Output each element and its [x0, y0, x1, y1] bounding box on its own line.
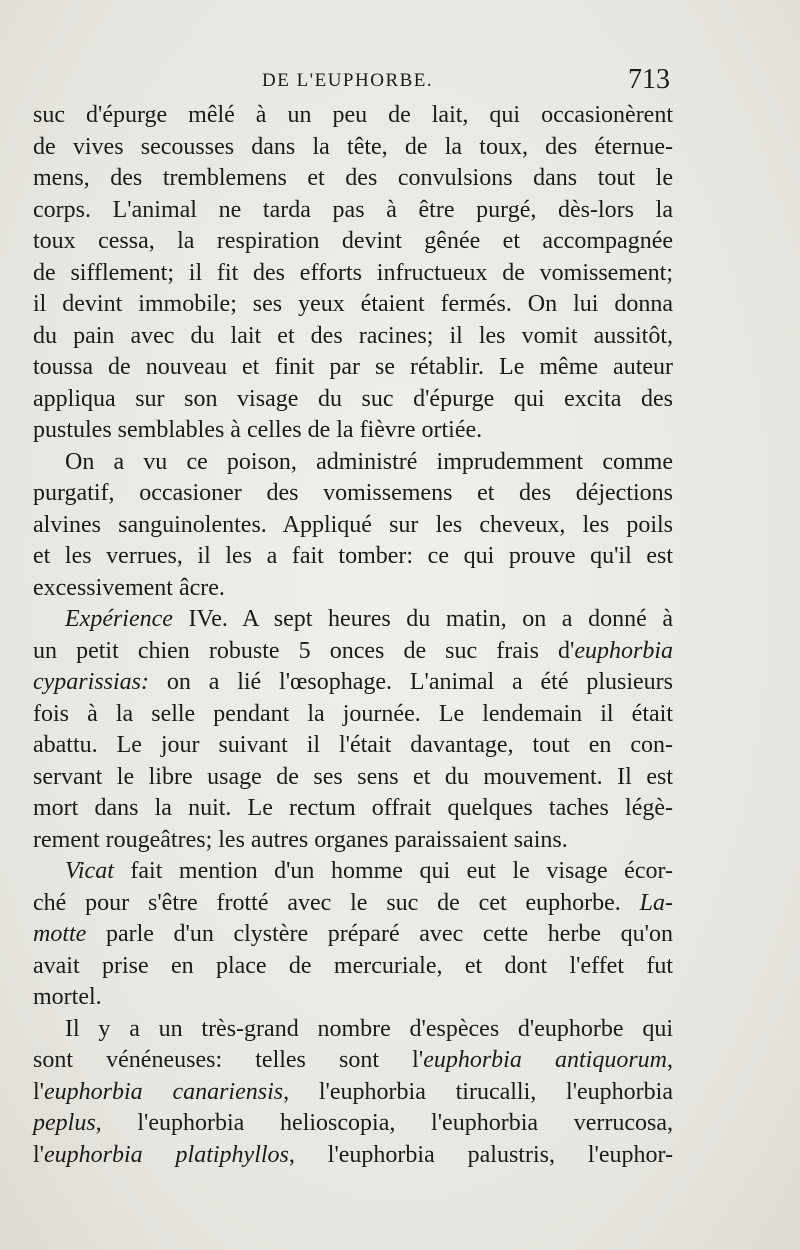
text-line: toux cessa, la respiration devint gênée et accompagnée	[33, 228, 673, 254]
text-line: l'euphorbia platiphyllos, l'euphorbia palustris, l'euphor-	[33, 1141, 673, 1168]
text-line: avait prise en place de mercuriale, et dont l'effet fut	[33, 952, 673, 979]
text-line: de vives secousses dans la tête, de la toux, des éternue-	[33, 133, 673, 160]
page-number: 713	[628, 64, 670, 95]
text-line: mortel.	[33, 984, 102, 1010]
text-line: un petit chien robuste 5 onces de suc frais d'euphorbia	[33, 637, 673, 664]
text-line: cyparissias: on a lié l'œsophage. L'animal a été plusieurs	[33, 669, 673, 695]
text-line: excessivement âcre.	[33, 574, 225, 601]
italic-term: motte	[33, 921, 87, 947]
text-line: l'euphorbia canariensis, l'euphorbia tirucalli, l'euphorbia	[33, 1078, 673, 1105]
running-head: DE L'EUPHORBE.	[262, 70, 434, 91]
text-line: rement rougeâtres; les autres organes paraissaient sains.	[33, 826, 568, 853]
italic-term: peplus	[33, 1110, 96, 1136]
text-line: servant le libre usage de ses sens et du mouvement. Il est	[33, 763, 673, 790]
text-line: du pain avec du lait et des racines; il les vomit aussitôt,	[33, 322, 673, 349]
italic-term: euphorbia antiquorum	[423, 1047, 667, 1073]
text-line: suc d'épurge mêlé à un peu de lait, qui occasionèrent	[33, 102, 673, 128]
text-line: Expérience IVe. A sept heures du matin, on a donné à	[65, 606, 673, 632]
italic-term: euphorbia platiphyllos	[44, 1141, 289, 1168]
italic-term: Vicat	[65, 858, 114, 884]
text-line: toussa de nouveau et finit par se rétablir. Le même auteur	[33, 354, 673, 380]
text-line: et les verrues, il les a fait tomber: ce qui prouve qu'il est	[33, 543, 673, 569]
text-line: mort dans la nuit. Le rectum offrait quelques taches légè-	[33, 795, 673, 821]
text-line: appliqua sur son visage du suc d'épurge qui excita des	[33, 385, 673, 412]
italic-term: euphorbia	[574, 637, 673, 664]
italic-term: Expérience	[65, 606, 173, 632]
text-line: Vicat fait mention d'un homme qui eut le visage écor-	[65, 858, 673, 884]
italic-term: euphorbia canariensis	[44, 1078, 284, 1105]
text-line: Il y a un très-grand nombre d'espèces d'euphorbe qui	[65, 1015, 673, 1042]
text-line: ché pour s'être frotté avec le suc de cet euphorbe. La-	[33, 889, 673, 916]
text-line: purgatif, occasioner des vomissemens et des déjections	[33, 480, 673, 506]
text-line: abattu. Le jour suivant il l'était davantage, tout en con-	[33, 732, 673, 758]
text-line: sont vénéneuses: telles sont l'euphorbia antiquorum,	[33, 1047, 673, 1073]
text-line: corps. L'animal ne tarda pas à être purgé, dès-lors la	[33, 196, 673, 223]
text-line: de sifflement; il fit des efforts infructueux de vomissement;	[33, 259, 673, 286]
italic-term: La-	[639, 889, 673, 916]
text-line: pustules semblables à celles de la fièvre ortiée.	[33, 417, 483, 443]
text-line: fois à la selle pendant la journée. Le lendemain il était	[33, 700, 673, 727]
text-line: motte parle d'un clystère préparé avec cette herbe qu'on	[33, 921, 673, 947]
body-text	[33, 100, 673, 1171]
text-line: peplus, l'euphorbia helioscopia, l'euphorbia verrucosa,	[33, 1110, 673, 1136]
italic-term: cyparissias:	[33, 669, 149, 695]
text-line: alvines sanguinolentes. Appliqué sur les cheveux, les poils	[33, 511, 673, 538]
text-line: il devint immobile; ses yeux étaient fermés. On lui donna	[33, 291, 673, 317]
text-line: On a vu ce poison, administré imprudemment comme	[65, 448, 673, 475]
text-line: mens, des tremblemens et des convulsions dans tout le	[33, 165, 673, 191]
